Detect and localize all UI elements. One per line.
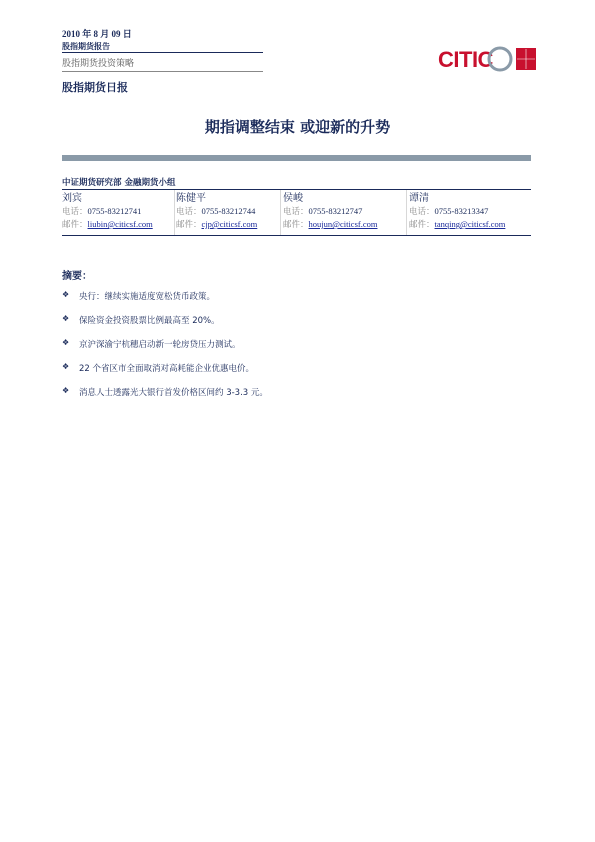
contact-name: 陈健平 [176, 193, 206, 204]
citic-logo [438, 44, 538, 74]
contact-name: 谭清 [409, 193, 429, 204]
strategy-label: 股指期货投资策略 [62, 58, 135, 68]
logo-text: CITIC [438, 47, 493, 72]
phone-label: 电话： [176, 206, 202, 216]
team-divider-top [62, 189, 531, 190]
diamond-bullet-icon: ❖ [62, 386, 70, 395]
summary-item-text: 22 个省区市全面取消对高耗能企业优惠电价。 [79, 364, 255, 374]
list-item [62, 338, 268, 362]
contact-card [283, 192, 413, 231]
report-type: 股指期货报告 [62, 42, 110, 51]
summary-item-text: 央行：继续实施适度宽松货币政策。 [79, 292, 216, 302]
contact-name: 侯峻 [283, 193, 303, 204]
email-label: 邮件： [62, 219, 88, 229]
phone-label: 电话： [409, 206, 435, 216]
list-item [62, 386, 268, 410]
header-divider [62, 52, 263, 53]
summary-item-text: 京沪深渝宁杭穗启动新一轮房贷压力测试。 [79, 340, 241, 350]
summary-heading: 摘要： [62, 271, 92, 282]
team-name: 中证期货研究部 金融期货小组 [62, 178, 176, 188]
diamond-bullet-icon: ❖ [62, 314, 70, 323]
contact-name: 刘宾 [62, 193, 82, 204]
list-item [62, 362, 268, 386]
contact-email-link[interactable]: houjun@citicsf.com [308, 219, 378, 229]
contact-phone: 0755-83213347 [434, 206, 489, 216]
contact-card [62, 192, 192, 231]
header-divider-2 [62, 71, 263, 72]
contact-card [409, 192, 531, 231]
summary-list [62, 290, 268, 410]
contact-email-link[interactable]: liubin@citicsf.com [87, 219, 153, 229]
diamond-bullet-icon: ❖ [62, 338, 70, 347]
phone-label: 电话： [283, 206, 309, 216]
email-label: 邮件： [409, 219, 435, 229]
summary-item-text: 消息人士透露光大银行首发价格区间约 3-3.3 元。 [79, 388, 268, 398]
list-item [62, 290, 268, 314]
contact-email-link[interactable]: cjp@citicsf.com [201, 219, 258, 229]
contact-phone: 0755-83212744 [201, 206, 256, 216]
report-date: 2010 年 8 月 09 日 [62, 29, 132, 39]
contact-phone: 0755-83212741 [87, 206, 142, 216]
diamond-bullet-icon: ❖ [62, 362, 70, 371]
diamond-bullet-icon: ❖ [62, 290, 70, 299]
email-label: 邮件： [283, 219, 309, 229]
team-divider-bottom [62, 235, 531, 236]
phone-label: 电话： [62, 206, 88, 216]
report-title: 期指调整结束 或迎新的升势 [204, 118, 391, 136]
title-bar [62, 155, 531, 161]
email-label: 邮件： [176, 219, 202, 229]
contact-phone: 0755-83212747 [308, 206, 363, 216]
summary-item-text: 保险资金投资股票比例最高至 20%。 [79, 316, 220, 326]
contact-email-link[interactable]: tanqing@citicsf.com [434, 219, 506, 229]
list-item [62, 314, 268, 338]
report-category: 股指期货日报 [62, 81, 128, 94]
